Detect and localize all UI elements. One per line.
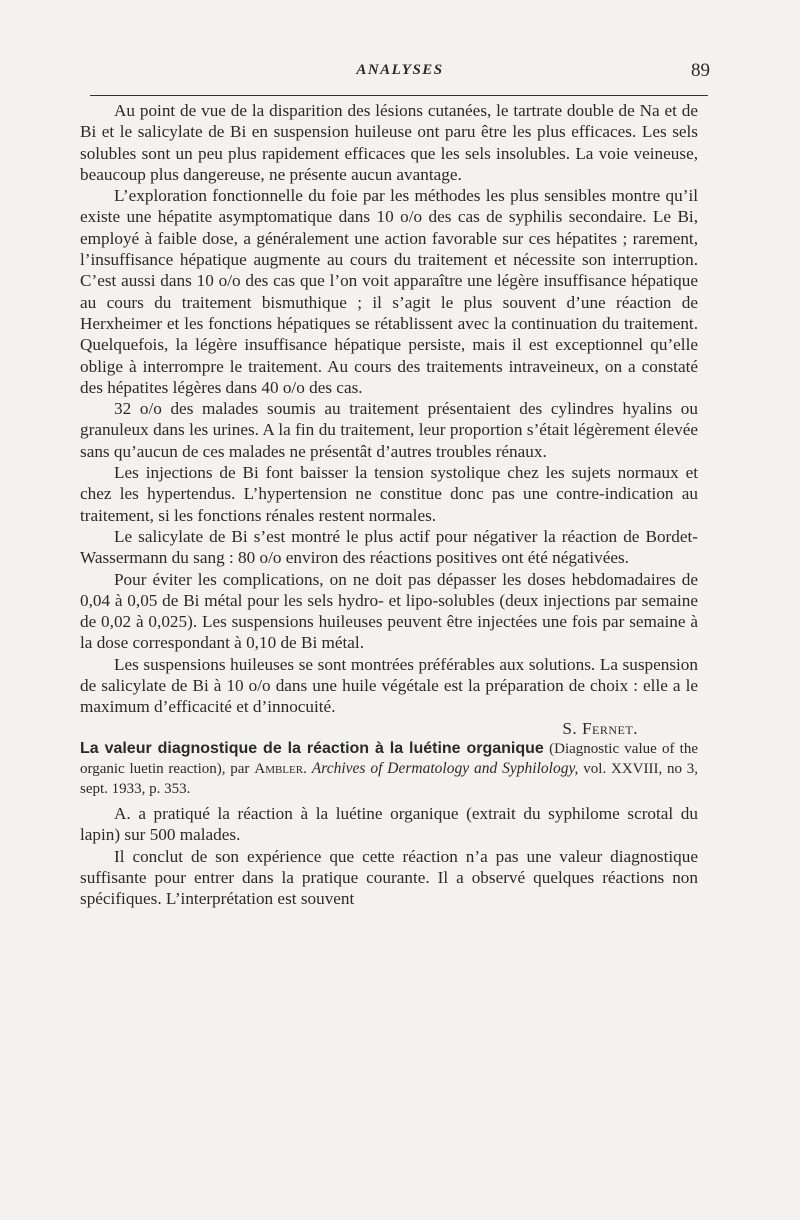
article-author: Ambler. <box>254 760 307 777</box>
paragraph: Il conclut de son expérience que cette réaction n’a pas une valeur diagnostique suffisante pour entrer dans la pratique courante. Il a observé quelques réactions non spécifiques. L’interprétation est souvent <box>80 846 698 909</box>
article-citation: vol. XXVIII, no 3, sept. 1933, p. 353. <box>80 760 699 797</box>
article-title: La valeur diagnostique de la réaction à la luétine organique <box>80 739 544 757</box>
paragraph: A. a pratiqué la réaction à la luétine organique (extrait du syphilome scrotal du lapin) sur 500 malades. <box>80 803 698 845</box>
running-title: ANALYSES <box>356 62 444 78</box>
paragraph: Au point de vue de la disparition des lésions cutanées, le tartrate double de Na et de Bi et le salicylate de Bi en suspension huileuse ont paru être les plus efficaces. Les sels solubles sont un peu plus rapidement efficaces que les sels insolubles. La voie veineuse, beaucoup plus dangereuse, ne présente aucun avantage. <box>80 101 698 184</box>
article-subtitle: (Diagnostic value of the organic luetin reaction), par <box>80 740 698 777</box>
signature-initial: S. <box>562 718 578 738</box>
header-rule <box>90 95 708 96</box>
page-number: 89 <box>691 60 710 81</box>
paragraph: L’exploration fonctionnelle du foie par les méthodes les plus sensibles montre qu’il existe une hépatite asymptomatique dans 10 o/o des cas de syphilis secondaire. Le Bi, employé à faible dose, a généralement une action favorable sur ces hépatites ; rarement, l’insuffisance hépatique augmente au cours du traitement et nécessite son interruption. C’est aussi dans 10 o/o des cas que l’on voit apparaître une légère insuffisance hépatique au cours du traitement bismuthique ; il s’agit le plus souvent d’une réaction de Herxheimer et les fonctions hépatiques se rétablissent avec la continuation du traitement. Quelquefois, la légère insuffisance hépatique persiste, mais il est exceptionnel qu’elle oblige à interrompre le traitement. Au cours des traitements intraveineux, on a constaté des hépatites légères dans 40 o/o des cas. <box>80 186 698 397</box>
page-header <box>90 58 710 88</box>
paragraph: Le salicylate de Bi s’est montré le plus actif pour négativer la réaction de Bordet-Wassermann du sang : 80 o/o environ des réactions positives ont été négativées. <box>80 526 698 568</box>
paragraph: 32 o/o des malades soumis au traitement présentaient des cylindres hyalins ou granuleux dans les urines. A la fin du traitement, leur proportion s’était légèrement élevée sans qu’aucun de ces malades ne présentât d’autres troubles rénaux. <box>80 399 698 461</box>
body-text <box>80 100 698 909</box>
signature-name: Fernet. <box>581 718 638 738</box>
article-journal: Archives of Dermatology and Syphilology, <box>311 759 579 777</box>
paragraph: Pour éviter les complications, on ne doit pas dépasser les doses hebdomadaires de 0,04 à 0,05 de Bi métal pour les sels hydro- et lipo-solubles (deux injections par semaine de 0,02 à 0,025). Les suspensions huileuses peuvent être injectées une fois par semaine à la dose correspondant à 0,10 de Bi métal. <box>80 569 698 653</box>
signature <box>80 718 698 739</box>
article-heading <box>80 739 698 799</box>
paragraph: Les injections de Bi font baisser la tension systolique chez les sujets normaux et chez les hypertendus. L’hypertension ne constitue donc pas une contre-indication au traitement, si les fonctions rénales restent normales. <box>80 463 698 525</box>
article-body <box>80 803 698 909</box>
paragraph: Les suspensions huileuses se sont montrées préférables aux solutions. La suspension de salicylate de Bi à 10 o/o dans une huile végétale est la préparation de choix : elle a le maximum d’efficacité et d’innocuité. <box>80 654 698 717</box>
